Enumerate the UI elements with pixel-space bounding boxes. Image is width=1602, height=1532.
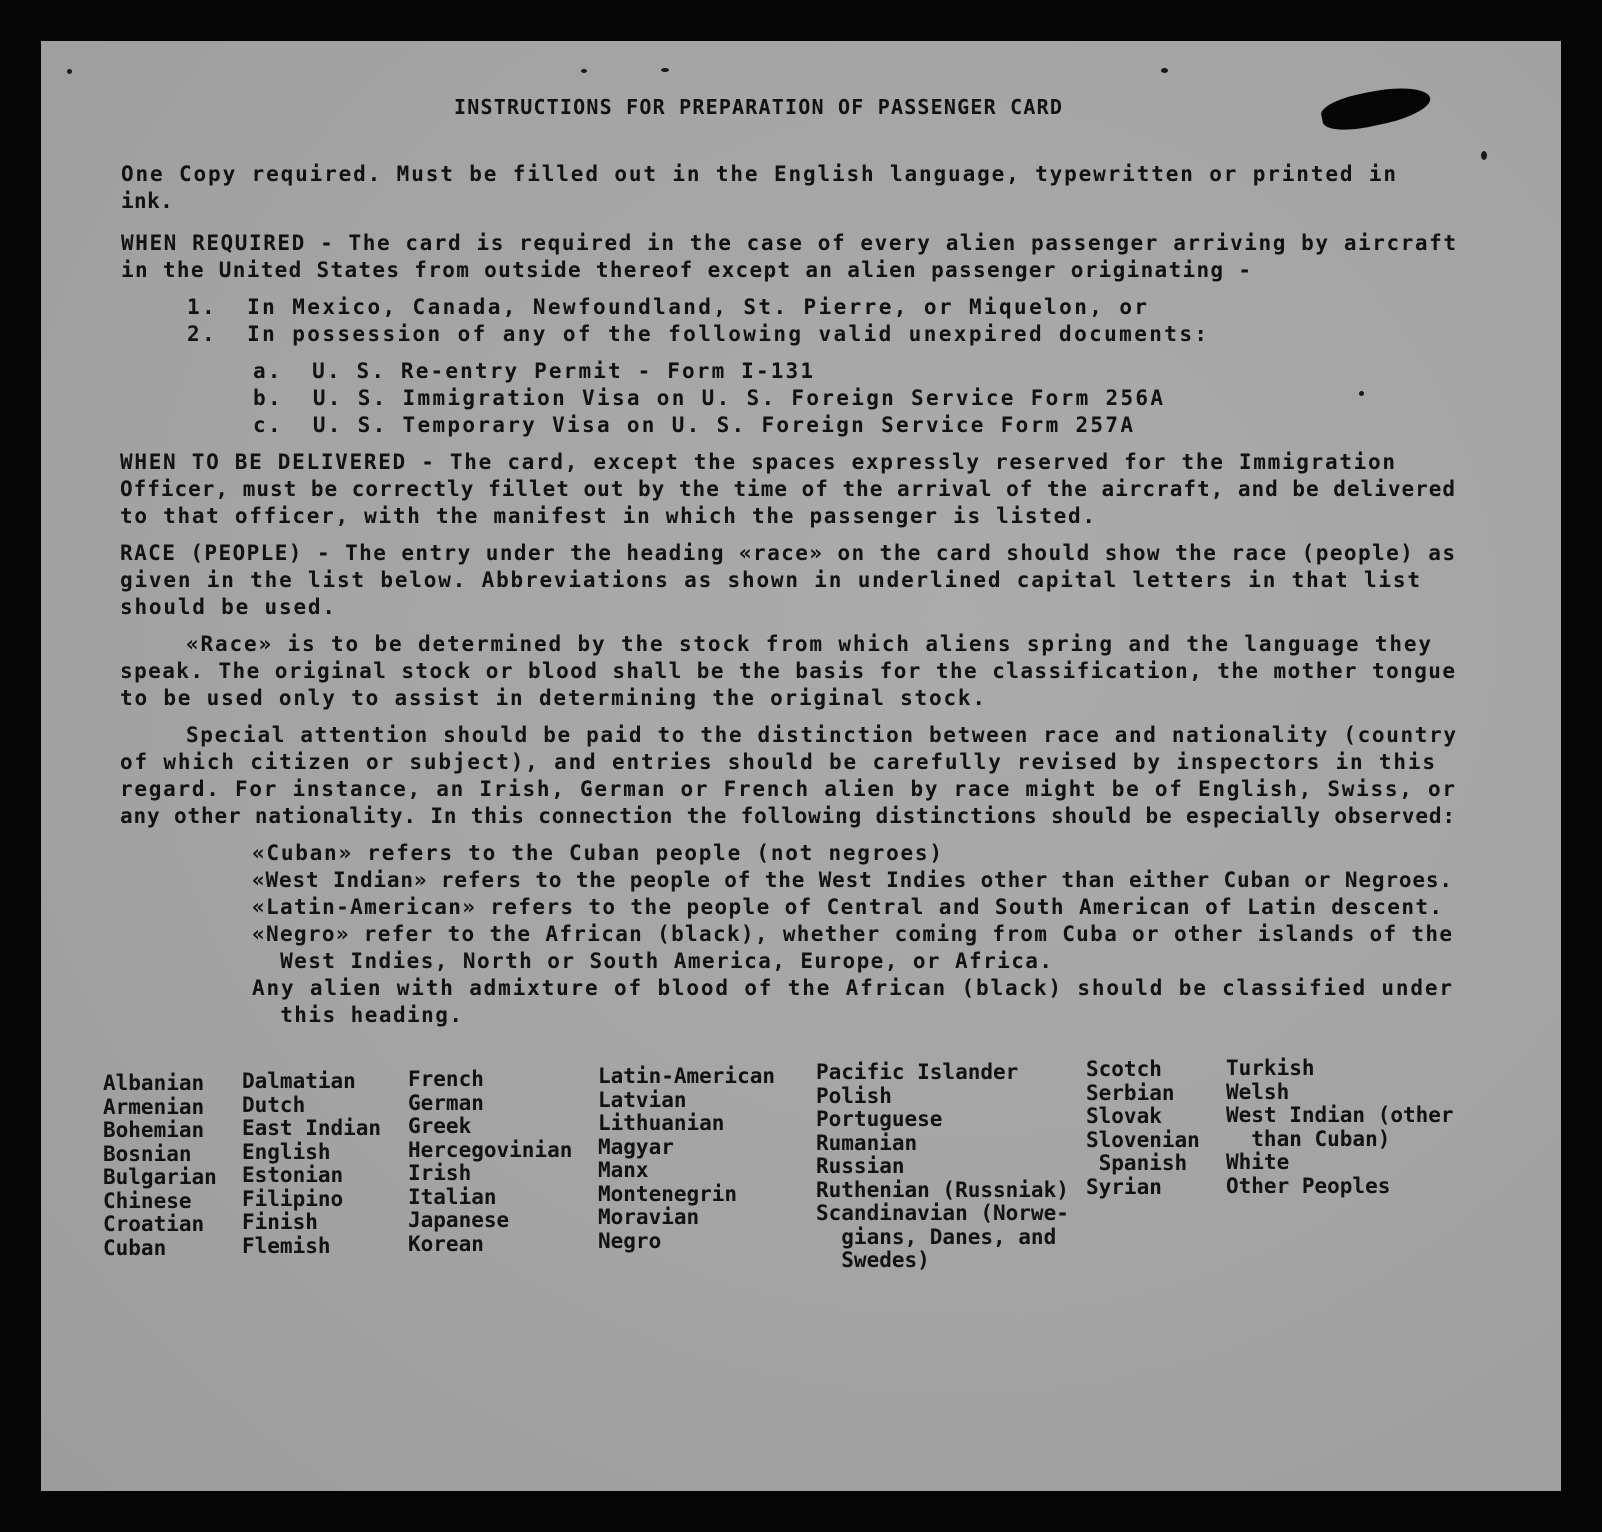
race-item: Estonian [242,1163,344,1187]
race-column-3 [408,1068,572,1256]
when-required-line-2: in the United States from outside thereof except an alien passenger originating - [121,258,1253,282]
race-item: Korean [408,1231,484,1256]
race-item: Slovenian [1086,1127,1200,1152]
race-item: Albanian [103,1071,205,1095]
race-item: Ruthenian (Russniak) [816,1177,1069,1202]
race-item: Hercegovinian [408,1137,573,1162]
race-item: Chinese [103,1188,192,1213]
speck [661,68,669,72]
race-item: Croatian [103,1212,205,1236]
speck [1481,151,1487,160]
race-item: Rumanian [816,1130,918,1155]
race-item: Bohemian [103,1118,205,1142]
race-item: Dalmatian [242,1069,356,1093]
when-delivered-line-1: WHEN TO BE DELIVERED - The card, except the spaces expressly reserved for the Immigration [120,450,1397,474]
race-item: Portuguese [816,1107,943,1131]
race-item: White [1226,1150,1290,1174]
race-column-5 [816,1061,1069,1273]
race-item: German [408,1090,484,1115]
race-item: Swedes) [816,1248,930,1272]
race-item: Syrian [1086,1174,1162,1199]
race-item: Other Peoples [1226,1173,1391,1198]
distinction-west-indian: «West Indian» refers to the people of the West Indies other than either Cuban or Negroes. [252,868,1453,892]
race-column-4 [598,1065,775,1253]
when-delivered-line-2: Officer, must be correctly fillet out by the time of the arrival of the aircraft, and be delivered [120,477,1456,501]
race-item: Finish [242,1210,318,1234]
race-item: Italian [408,1184,497,1209]
document-b: b. U. S. Immigration Visa on U. S. Foreign Service Form 256A [253,386,1166,410]
race-column-7 [1226,1057,1454,1198]
race-item: Spanish [1086,1151,1188,1175]
race-item: Armenian [103,1094,205,1119]
race-item: Slovak [1086,1104,1162,1128]
race-item: Cuban [103,1235,167,1260]
page-title: INSTRUCTIONS FOR PREPARATION OF PASSENGER CARD [454,95,1064,119]
distinction-negro-1: «Negro» refer to the African (black), whether coming from Cuba or other islands of the [252,922,1454,946]
when-required-line-1: WHEN REQUIRED - The card is required in the case of every alien passenger arriving by aircraft [121,231,1458,255]
distinction-cuban: «Cuban» refers to the Cuban people (not negroes) [252,841,944,865]
race-item: Bosnian [103,1141,192,1166]
race-item: Bulgarian [103,1165,217,1189]
race-column-1 [103,1072,217,1260]
race-item: Russian [816,1154,905,1178]
race-item: Manx [598,1158,649,1182]
speck [581,69,587,73]
condition-2: 2. In possession of any of the following valid unexpired documents: [187,322,1210,346]
intro-line-2: ink. [121,189,174,213]
race-item: Serbian [1086,1080,1175,1105]
special-attention-line-3: regard. For instance, an Irish, German or French alien by race might be of English, Swiss, or [120,777,1457,801]
race-item: Japanese [408,1208,510,1232]
race-item: Scotch [1086,1057,1162,1081]
speck [1161,68,1168,73]
race-item: Turkish [1226,1056,1315,1080]
race-item: gians, Danes, and [816,1224,1057,1249]
race-determined-line-2: speak. The original stock or blood shall be the basis for the classification, the mother tongue [120,659,1457,683]
condition-1: 1. In Mexico, Canada, Newfoundland, St. Pierre, or Miquelon, or [187,295,1150,319]
ink-blot [1319,80,1434,136]
speck [67,69,72,74]
document-c: c. U. S. Temporary Visa on U. S. Foreign Service Form 257A [253,413,1136,437]
document-a: a. U. S. Re-entry Permit - Form I-131 [253,359,816,383]
race-column-6 [1086,1058,1200,1199]
distinction-admixture-1: Any alien with admixture of blood of the African (black) should be classified under [252,976,1454,1000]
race-item: West Indian (other [1226,1103,1454,1127]
race-people-line-2: given in the list below. Abbreviations as shown in underlined capital letters in that list [120,568,1422,592]
special-attention-line-2: of which citizen or subject), and entries should be carefully revised by inspectors in this [120,750,1437,774]
race-item: Moravian [598,1205,700,1229]
race-item: than Cuban) [1226,1126,1391,1151]
race-item: Welsh [1226,1079,1290,1104]
race-item: French [408,1067,484,1091]
race-column-2 [242,1070,381,1258]
special-attention-line-4: any other nationality. In this connection the following distinctions should be especially observed: [120,804,1456,828]
race-item: Irish [408,1161,472,1185]
distinction-latin-american: «Latin-American» refers to the people of Central and South American of Latin descent. [252,895,1444,919]
race-item: Filipino [242,1186,344,1211]
intro-line-1: One Copy required. Must be filled out in the English language, typewritten or printed in [121,162,1398,186]
race-item: Pacific Islander [816,1060,1019,1084]
document-page [41,41,1561,1491]
race-item: Latin-American [598,1064,776,1088]
race-determined-line-3: to be used only to assist in determining the original stock. [120,686,987,710]
when-delivered-line-3: to that officer, with the manifest in which the passenger is listed. [120,504,1097,528]
race-determined-line-1: «Race» is to be determined by the stock from which aliens spring and the language they [186,632,1433,656]
race-item: East Indian [242,1116,382,1140]
race-item: Greek [408,1114,472,1138]
race-item: English [242,1139,331,1164]
speck [1359,391,1364,396]
race-item: Magyar [598,1134,674,1159]
special-attention-line-1: Special attention should be paid to the distinction between race and nationality (country [186,723,1458,747]
race-item: Latvian [598,1087,687,1112]
race-people-line-1: RACE (PEOPLE) - The entry under the heading «race» on the card should show the race (people) as [120,541,1457,565]
race-item: Montenegrin [598,1181,738,1206]
race-people-line-3: should be used. [120,595,337,619]
distinction-admixture-2: this heading. [252,1003,464,1027]
race-item: Dutch [242,1092,306,1117]
distinction-negro-2: West Indies, North or South America, Europe, or Africa. [252,949,1054,973]
race-item: Negro [598,1228,662,1253]
race-item: Lithuanian [598,1111,725,1135]
race-item: Scandinavian (Norwe- [816,1201,1069,1225]
race-item: Polish [816,1083,892,1108]
race-item: Flemish [242,1233,331,1258]
